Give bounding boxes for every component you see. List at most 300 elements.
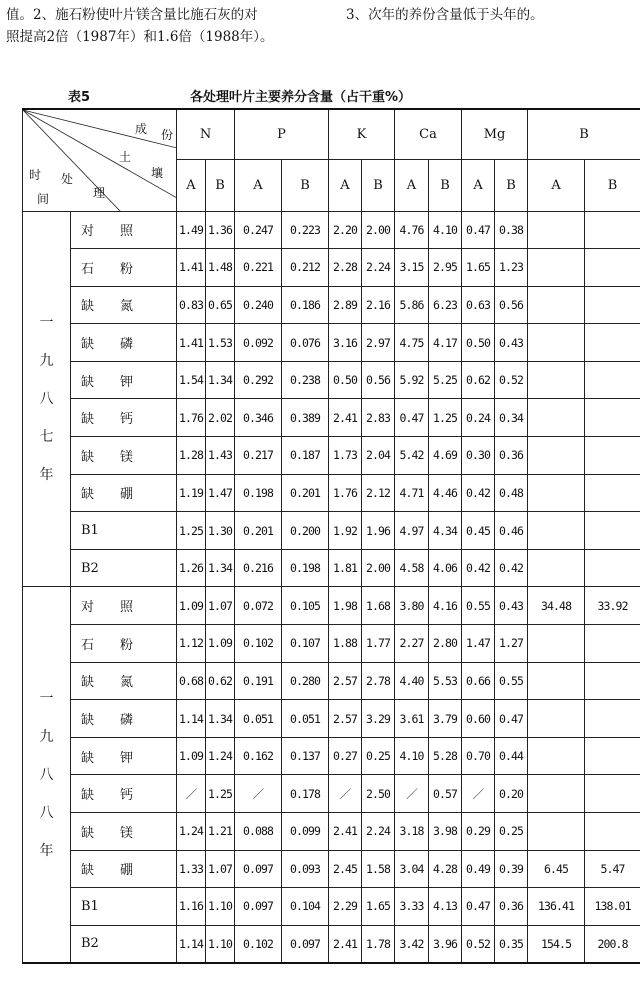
value-cell: 1.65 xyxy=(462,249,495,287)
value-cell: 0.36 xyxy=(495,888,528,926)
value-cell: 2.20 xyxy=(329,211,362,249)
value-cell: 5.47 xyxy=(585,850,640,888)
value-cell: 0.198 xyxy=(282,549,329,587)
sub-header-a: A xyxy=(528,159,585,211)
value-cell: 1.09 xyxy=(177,737,206,775)
sub-header-b: B xyxy=(585,159,640,211)
value-cell: 3.16 xyxy=(329,324,362,362)
value-cell: 0.178 xyxy=(282,775,329,813)
value-cell: 0.200 xyxy=(282,512,329,550)
value-cell: 34.48 xyxy=(528,587,585,625)
value-cell: 4.13 xyxy=(429,888,462,926)
value-cell: 1.77 xyxy=(362,625,395,663)
value-cell: 1.92 xyxy=(329,512,362,550)
value-cell: 1.27 xyxy=(495,625,528,663)
sub-header-a: A xyxy=(235,159,282,211)
value-cell xyxy=(585,625,640,663)
value-cell: 1.25 xyxy=(206,775,235,813)
value-cell: 2.78 xyxy=(362,662,395,700)
value-cell: 2.28 xyxy=(329,249,362,287)
value-cell: 2.89 xyxy=(329,286,362,324)
value-cell: 0.24 xyxy=(462,399,495,437)
value-cell: 0.201 xyxy=(235,512,282,550)
treatment-label: 缺 磷 xyxy=(71,324,177,362)
year-label-char: 八 xyxy=(39,390,54,407)
treatment-label: 对 照 xyxy=(71,587,177,625)
value-cell: 0.097 xyxy=(282,925,329,963)
value-cell: 2.41 xyxy=(329,813,362,851)
value-cell: 1.96 xyxy=(362,512,395,550)
value-cell: 0.20 xyxy=(495,775,528,813)
value-cell xyxy=(585,399,640,437)
treatment-label: 缺 钙 xyxy=(71,399,177,437)
corner-label-jian: 间 xyxy=(37,192,50,206)
value-cell: 0.38 xyxy=(495,211,528,249)
col-header-b: B xyxy=(528,109,640,159)
table-row xyxy=(23,925,640,963)
corner-label-chu: 处 xyxy=(61,172,74,186)
value-cell: 0.60 xyxy=(462,700,495,738)
value-cell: 0.36 xyxy=(495,437,528,475)
value-cell: 4.34 xyxy=(429,512,462,550)
value-cell: 5.28 xyxy=(429,737,462,775)
value-cell: 0.092 xyxy=(235,324,282,362)
value-cell: 0.46 xyxy=(495,512,528,550)
table-row xyxy=(23,625,640,663)
col-header-k: K xyxy=(329,109,395,159)
value-cell: 1.78 xyxy=(362,925,395,963)
value-cell: 0.102 xyxy=(235,925,282,963)
value-cell: 2.24 xyxy=(362,249,395,287)
treatment-label: 缺 钾 xyxy=(71,737,177,775)
corner-label-tu: 土 xyxy=(119,150,132,164)
year-label-char: 年 xyxy=(39,842,54,859)
table-row xyxy=(23,249,640,287)
treatment-label: 缺 钙 xyxy=(71,775,177,813)
sub-header-a: A xyxy=(395,159,429,211)
intro-left-line2: 照提高2倍（1987年）和1.6倍（1988年）。 xyxy=(6,29,274,45)
value-cell: 0.217 xyxy=(235,437,282,475)
year-label-char: 八 xyxy=(39,804,54,821)
value-cell: 0.107 xyxy=(282,625,329,663)
table-row xyxy=(23,850,640,888)
value-cell: 2.00 xyxy=(362,211,395,249)
value-cell: 0.051 xyxy=(282,700,329,738)
value-cell: 1.48 xyxy=(206,249,235,287)
value-cell: 2.27 xyxy=(395,625,429,663)
value-cell: 0.097 xyxy=(235,888,282,926)
value-cell: 1.41 xyxy=(177,249,206,287)
value-cell: 3.42 xyxy=(395,925,429,963)
value-cell: 4.10 xyxy=(395,737,429,775)
value-cell: 0.34 xyxy=(495,399,528,437)
treatment-label: 石 粉 xyxy=(71,249,177,287)
value-cell: 1.34 xyxy=(206,361,235,399)
value-cell: 2.24 xyxy=(362,813,395,851)
value-cell: 0.238 xyxy=(282,361,329,399)
value-cell: 2.83 xyxy=(362,399,395,437)
value-cell xyxy=(528,437,585,475)
value-cell: 1.10 xyxy=(206,888,235,926)
value-cell: 0.247 xyxy=(235,211,282,249)
value-cell: 0.47 xyxy=(495,700,528,738)
col-header-ca: Ca xyxy=(395,109,462,159)
value-cell: 1.41 xyxy=(177,324,206,362)
value-cell: 2.00 xyxy=(362,549,395,587)
value-cell xyxy=(585,474,640,512)
value-cell: 0.29 xyxy=(462,813,495,851)
value-cell: 200.8 xyxy=(585,925,640,963)
table-row xyxy=(23,399,640,437)
year-label-char: 九 xyxy=(39,352,54,369)
value-cell: 1.54 xyxy=(177,361,206,399)
value-cell: 0.346 xyxy=(235,399,282,437)
value-cell: 2.16 xyxy=(362,286,395,324)
value-cell: 1.25 xyxy=(177,512,206,550)
treatment-label: 缺 硼 xyxy=(71,850,177,888)
value-cell xyxy=(528,662,585,700)
treatment-label: B2 xyxy=(71,925,177,963)
value-cell xyxy=(585,549,640,587)
value-cell: 0.55 xyxy=(495,662,528,700)
value-cell: 0.50 xyxy=(329,361,362,399)
value-cell xyxy=(585,737,640,775)
value-cell: 1.19 xyxy=(177,474,206,512)
table-label: 表5 xyxy=(68,90,91,105)
value-cell: 1.53 xyxy=(206,324,235,362)
year-label-char: 一 xyxy=(39,314,54,331)
value-cell: 4.10 xyxy=(429,211,462,249)
value-cell xyxy=(528,813,585,851)
value-cell: 1.34 xyxy=(206,700,235,738)
table-row xyxy=(23,662,640,700)
value-cell: 3.18 xyxy=(395,813,429,851)
value-cell xyxy=(528,286,585,324)
treatment-label: 缺 硼 xyxy=(71,474,177,512)
value-cell: 1.07 xyxy=(206,850,235,888)
intro-left-line1: 值。2、施石粉使叶片镁含量比施石灰的对 xyxy=(6,7,258,23)
value-cell: 6.23 xyxy=(429,286,462,324)
treatment-label: 缺 镁 xyxy=(71,437,177,475)
value-cell xyxy=(528,211,585,249)
value-cell: 0.280 xyxy=(282,662,329,700)
value-cell: 0.186 xyxy=(282,286,329,324)
value-cell: 1.33 xyxy=(177,850,206,888)
year-label-cell xyxy=(23,587,71,963)
value-cell xyxy=(528,249,585,287)
value-cell: 154.5 xyxy=(528,925,585,963)
value-cell: 0.137 xyxy=(282,737,329,775)
value-cell: 1.28 xyxy=(177,437,206,475)
value-cell: 2.41 xyxy=(329,399,362,437)
value-cell: 0.187 xyxy=(282,437,329,475)
value-cell: 0.68 xyxy=(177,662,206,700)
value-cell: 0.389 xyxy=(282,399,329,437)
value-cell: 3.29 xyxy=(362,700,395,738)
value-cell: ／ xyxy=(235,775,282,813)
value-cell: 0.47 xyxy=(462,211,495,249)
intro-right-line1: 3、次年的养份含量低于头年的。 xyxy=(346,7,544,23)
value-cell: 2.95 xyxy=(429,249,462,287)
value-cell: 3.04 xyxy=(395,850,429,888)
value-cell: 5.92 xyxy=(395,361,429,399)
value-cell: 4.75 xyxy=(395,324,429,362)
corner-label-rang: 壤 xyxy=(151,166,164,180)
treatment-label: B2 xyxy=(71,549,177,587)
value-cell: 1.68 xyxy=(362,587,395,625)
value-cell: 1.98 xyxy=(329,587,362,625)
value-cell: 0.27 xyxy=(329,737,362,775)
value-cell xyxy=(585,700,640,738)
corner-label-shi: 时 xyxy=(29,168,42,182)
value-cell: 1.14 xyxy=(177,925,206,963)
table-row xyxy=(23,474,640,512)
value-cell: 0.42 xyxy=(462,549,495,587)
value-cell: 0.35 xyxy=(495,925,528,963)
col-header-n: N xyxy=(177,109,235,159)
table-row xyxy=(23,587,640,625)
value-cell xyxy=(528,700,585,738)
value-cell: ／ xyxy=(177,775,206,813)
value-cell: 0.63 xyxy=(462,286,495,324)
value-cell: 4.40 xyxy=(395,662,429,700)
value-cell: 136.41 xyxy=(528,888,585,926)
year-label-char: 年 xyxy=(39,466,54,483)
sub-header-a: A xyxy=(177,159,206,211)
treatment-label: 石 粉 xyxy=(71,625,177,663)
value-cell: 1.23 xyxy=(495,249,528,287)
value-cell: 5.53 xyxy=(429,662,462,700)
value-cell: 1.09 xyxy=(177,587,206,625)
value-cell: 5.86 xyxy=(395,286,429,324)
sub-header-b: B xyxy=(495,159,528,211)
value-cell: 0.52 xyxy=(462,925,495,963)
value-cell: 0.50 xyxy=(462,324,495,362)
value-cell: 6.45 xyxy=(528,850,585,888)
value-cell: 0.65 xyxy=(206,286,235,324)
value-cell: 0.39 xyxy=(495,850,528,888)
value-cell: 0.162 xyxy=(235,737,282,775)
value-cell: 0.099 xyxy=(282,813,329,851)
value-cell: 0.42 xyxy=(462,474,495,512)
value-cell: 2.12 xyxy=(362,474,395,512)
value-cell: 1.30 xyxy=(206,512,235,550)
value-cell: 0.25 xyxy=(362,737,395,775)
value-cell: 0.47 xyxy=(395,399,429,437)
value-cell: 3.96 xyxy=(429,925,462,963)
value-cell xyxy=(528,361,585,399)
value-cell: 1.25 xyxy=(429,399,462,437)
sub-header-b: B xyxy=(429,159,462,211)
value-cell: 0.56 xyxy=(362,361,395,399)
value-cell: 4.71 xyxy=(395,474,429,512)
sub-header-b: B xyxy=(282,159,329,211)
value-cell xyxy=(528,625,585,663)
value-cell xyxy=(585,512,640,550)
value-cell: 138.01 xyxy=(585,888,640,926)
value-cell: 0.62 xyxy=(206,662,235,700)
value-cell: 1.65 xyxy=(362,888,395,926)
value-cell: 0.198 xyxy=(235,474,282,512)
col-header-mg: Mg xyxy=(462,109,528,159)
value-cell: 4.16 xyxy=(429,587,462,625)
year-label-cell xyxy=(23,211,71,587)
value-cell: 1.76 xyxy=(177,399,206,437)
value-cell xyxy=(528,737,585,775)
value-cell: 0.66 xyxy=(462,662,495,700)
value-cell: 1.14 xyxy=(177,700,206,738)
value-cell: 2.41 xyxy=(329,925,362,963)
value-cell: 0.44 xyxy=(495,737,528,775)
value-cell: 1.24 xyxy=(177,813,206,851)
value-cell xyxy=(528,775,585,813)
table-body xyxy=(23,211,640,963)
value-cell: 4.69 xyxy=(429,437,462,475)
value-cell: 1.73 xyxy=(329,437,362,475)
value-cell: 0.56 xyxy=(495,286,528,324)
value-cell xyxy=(585,775,640,813)
sub-header-a: A xyxy=(329,159,362,211)
treatment-label: B1 xyxy=(71,888,177,926)
year-label-char: 七 xyxy=(39,428,54,445)
table-row xyxy=(23,512,640,550)
value-cell: 0.097 xyxy=(235,850,282,888)
value-cell: 2.57 xyxy=(329,662,362,700)
treatment-label: 缺 钾 xyxy=(71,361,177,399)
value-cell xyxy=(585,361,640,399)
value-cell xyxy=(585,662,640,700)
value-cell: 1.12 xyxy=(177,625,206,663)
value-cell: 0.102 xyxy=(235,625,282,663)
value-cell: 33.92 xyxy=(585,587,640,625)
value-cell: 1.49 xyxy=(177,211,206,249)
value-cell: 4.58 xyxy=(395,549,429,587)
value-cell: 0.49 xyxy=(462,850,495,888)
table-row xyxy=(23,737,640,775)
table-row xyxy=(23,813,640,851)
treatment-label: 缺 磷 xyxy=(71,700,177,738)
value-cell: 0.105 xyxy=(282,587,329,625)
value-cell: 1.26 xyxy=(177,549,206,587)
value-cell: 3.98 xyxy=(429,813,462,851)
value-cell: 2.45 xyxy=(329,850,362,888)
treatment-label: 缺 镁 xyxy=(71,813,177,851)
value-cell: 2.02 xyxy=(206,399,235,437)
value-cell: 3.80 xyxy=(395,587,429,625)
corner-label-cheng: 成 xyxy=(135,122,148,136)
value-cell: 0.051 xyxy=(235,700,282,738)
treatment-label: B1 xyxy=(71,512,177,550)
table-row xyxy=(23,361,640,399)
value-cell: 0.43 xyxy=(495,324,528,362)
value-cell xyxy=(585,286,640,324)
sub-header-b: B xyxy=(362,159,395,211)
value-cell: 4.76 xyxy=(395,211,429,249)
value-cell xyxy=(528,324,585,362)
value-cell: 3.33 xyxy=(395,888,429,926)
value-cell: 0.57 xyxy=(429,775,462,813)
value-cell xyxy=(528,474,585,512)
value-cell: 4.97 xyxy=(395,512,429,550)
table-caption xyxy=(0,86,640,108)
table-title: 各处理叶片主要养分含量（占干重%） xyxy=(190,90,412,105)
value-cell: 0.201 xyxy=(282,474,329,512)
value-cell: 0.43 xyxy=(495,587,528,625)
value-cell: 4.06 xyxy=(429,549,462,587)
value-cell: 1.09 xyxy=(206,625,235,663)
value-cell: 1.43 xyxy=(206,437,235,475)
value-cell: 0.088 xyxy=(235,813,282,851)
table-row xyxy=(23,286,640,324)
value-cell xyxy=(585,437,640,475)
value-cell: 1.76 xyxy=(329,474,362,512)
value-cell: 1.07 xyxy=(206,587,235,625)
value-cell: 1.24 xyxy=(206,737,235,775)
value-cell: 1.21 xyxy=(206,813,235,851)
value-cell: 3.79 xyxy=(429,700,462,738)
treatment-label: 缺 氮 xyxy=(71,662,177,700)
value-cell: 4.17 xyxy=(429,324,462,362)
year-label-char: 九 xyxy=(39,728,54,745)
value-cell: 1.47 xyxy=(206,474,235,512)
value-cell xyxy=(585,324,640,362)
value-cell xyxy=(585,249,640,287)
treatment-label: 缺 氮 xyxy=(71,286,177,324)
value-cell: 1.81 xyxy=(329,549,362,587)
value-cell: 0.240 xyxy=(235,286,282,324)
value-cell: 0.093 xyxy=(282,850,329,888)
value-cell: 0.223 xyxy=(282,211,329,249)
table-row xyxy=(23,549,640,587)
value-cell xyxy=(528,549,585,587)
intro-text xyxy=(6,4,636,48)
value-cell: 2.97 xyxy=(362,324,395,362)
value-cell: 0.48 xyxy=(495,474,528,512)
value-cell: 0.191 xyxy=(235,662,282,700)
value-cell: 1.58 xyxy=(362,850,395,888)
corner-cell xyxy=(23,109,177,211)
value-cell: 0.30 xyxy=(462,437,495,475)
value-cell: 1.88 xyxy=(329,625,362,663)
value-cell: 3.61 xyxy=(395,700,429,738)
value-cell xyxy=(528,512,585,550)
table-row xyxy=(23,211,640,249)
value-cell: 3.15 xyxy=(395,249,429,287)
sub-header-b: B xyxy=(206,159,235,211)
value-cell: 0.292 xyxy=(235,361,282,399)
year-label-char: 八 xyxy=(39,766,54,783)
table-row xyxy=(23,775,640,813)
value-cell: 2.80 xyxy=(429,625,462,663)
value-cell: 2.57 xyxy=(329,700,362,738)
value-cell: 0.45 xyxy=(462,512,495,550)
value-cell: 0.216 xyxy=(235,549,282,587)
value-cell: ／ xyxy=(395,775,429,813)
header-row-nutrients xyxy=(23,109,640,159)
value-cell: 0.83 xyxy=(177,286,206,324)
value-cell: 0.212 xyxy=(282,249,329,287)
value-cell xyxy=(585,211,640,249)
value-cell: 1.10 xyxy=(206,925,235,963)
value-cell: 1.16 xyxy=(177,888,206,926)
value-cell: 0.072 xyxy=(235,587,282,625)
treatment-label: 对 照 xyxy=(71,211,177,249)
table-row xyxy=(23,700,640,738)
value-cell: 5.42 xyxy=(395,437,429,475)
sub-header-a: A xyxy=(462,159,495,211)
value-cell: 0.42 xyxy=(495,549,528,587)
value-cell xyxy=(528,399,585,437)
